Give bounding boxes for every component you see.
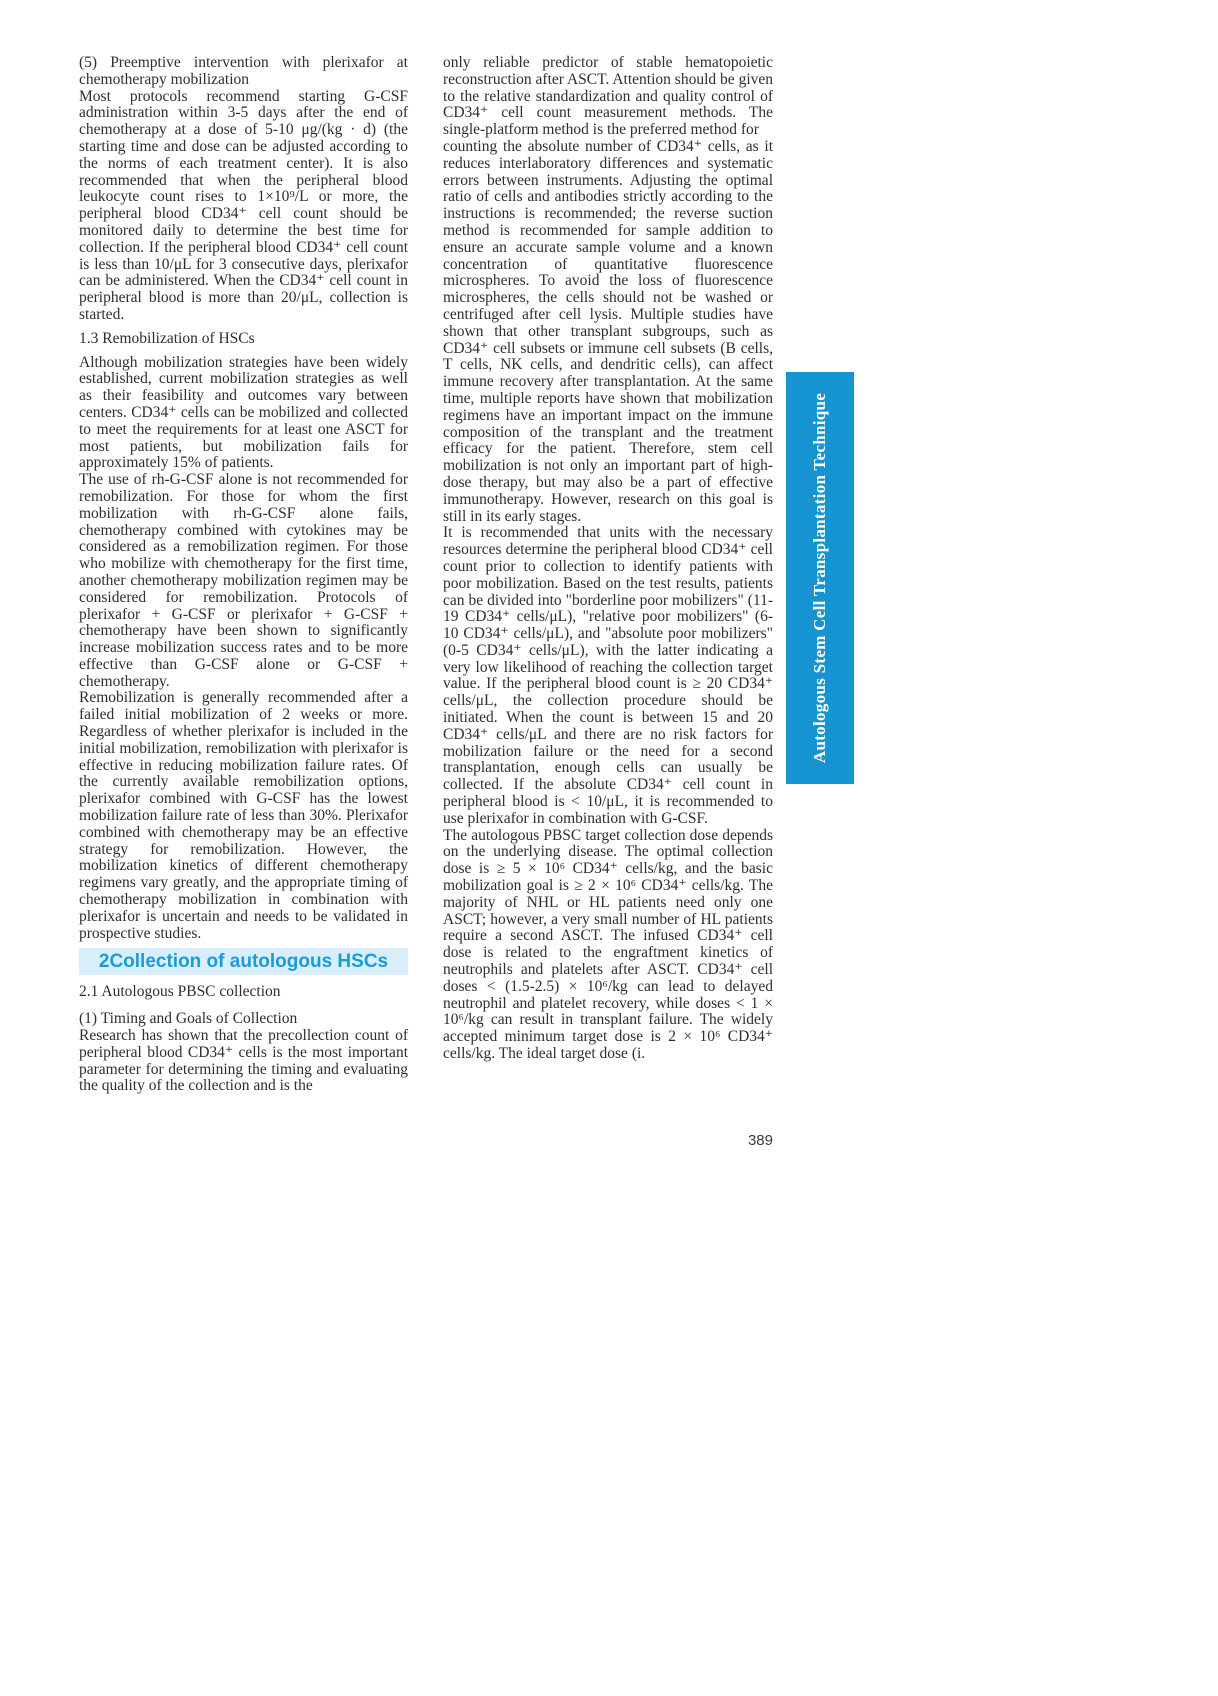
para-only-reliable-predictor: only reliable predictor of stable hematopoietic reconstruction after ASCT. Attention should be given to the relative standardization and quality control of CD34⁺ cell count measurement methods. The single-platform method is the preferred method for (443, 54, 773, 139)
para-timing-and-goals-heading: (1) Timing and Goals of Collection (79, 1010, 298, 1028)
para-counting-absolute-number: counting the absolute number of CD34⁺ cells, as it reduces interlaboratory differences and systematic errors between instruments. Adjusting the optimal ratio of cells and antibodies strictly according to the instructions is recommended; the reverse suction method is recommended for sample addition to ensure an accurate sample volume and a known concentration of quantitative fluorescence microspheres. To avoid the loss of fluorescence microspheres, the cells should not be washed or centrifuged after cell lysis. Multiple studies have shown that other transplant subgroups, such as CD34⁺ cell subsets or immune cell subsets (B cells, T cells, NK cells, and dendritic cells), can affect immune recovery after transplantation. At the same time, multiple reports have shown that mobilization regimens have an important impact on the immune composition of the transplant and the treatment efficacy for the patient. Therefore, stem cell mobilization is not only an important part of high-dose therapy, but may also be a part of effective immunotherapy. However, research on this goal is still in its early stages. (443, 137, 773, 525)
para-mobilization-strategies: Although mobilization strategies have been widely established, current mobilization strategies as well as their feasibility and outcomes vary between centers. CD34⁺ cells can be mobilized and collected to meet the requirements for at least one ASCT for most patients, but mobilization fails for approximately 15% of patients. (79, 353, 408, 472)
para-remobilization-recommended: Remobilization is generally recommended after a failed initial mobilization of 2 weeks or more. Regardless of whether plerixafor is included in the initial mobilization, remobilization with plerixafor is effective in reducing mobilization failure rates. Of the currently available remobilization options, plerixafor combined with G-CSF has the lowest mobilization failure rate of less than 30%. Plerixafor combined with chemotherapy may be an effective strategy for remobilization. However, the mobilization kinetics of different chemotherapy regimens vary greatly, and the appropriate timing of chemotherapy mobilization in combination with plerixafor is uncertain and needs to be validated in prospective studies. (79, 689, 408, 942)
para-autologous-pbsc-target-dose: The autologous PBSC target collection dose depends on the underlying disease. The optimal collection dose is ≥ 5 × 10⁶ CD34⁺ cells/kg, and the basic mobilization goal is ≥ 2 × 10⁶ CD34⁺ cells/kg. The majority of NHL or HL patients need only one ASCT; however, a very small number of HL patients require a second ASCT. The infused CD34⁺ cell dose is related to the engraftment kinetics of neutrophils and platelets after ASCT. CD34⁺ cell doses < (1.5-2.5) × 10⁶/kg can lead to delayed neutrophil and platelet recovery, while doses < 1 × 10⁶/kg can result in transplant failure. The widely accepted minimum target dose is 2 × 10⁶ CD34⁺ cells/kg. The ideal target dose (i. (443, 826, 773, 1063)
subheading-autologous-pbsc-collection: 2.1 Autologous PBSC collection (79, 983, 281, 1001)
para-preemptive-intervention: (5) Preemptive intervention with plerixafor at chemotherapy mobilization (79, 54, 408, 88)
page-number: 389 (747, 1132, 773, 1149)
para-research-precollection-count: Research has shown that the precollection count of peripheral blood CD34⁺ cells is the most important parameter for determining the timing and evaluating the quality of the collection and is the (79, 1027, 408, 1095)
chapter-side-tab (786, 372, 854, 784)
para-units-with-necessary-resources: It is recommended that units with the necessary resources determine the peripheral blood CD34⁺ cell count prior to collection to identify patients with poor mobilization. Based on the test results, patients can be divided into "borderline poor mobilizers" (11-19 CD34⁺ cells/μL), "relative poor mobilizers" (6-10 CD34⁺ cells/μL), and "absolute poor mobilizers" (0-5 CD34⁺ cells/μL), with the latter indicating a very low likelihood of reaching the collection target value. If the peripheral blood count is ≥ 20 CD34⁺ cells/μL, the collection procedure should be initiated. When the count is between 15 and 20 CD34⁺ cells/μL and there are no risk factors for mobilization failure or the need for a second transplantation, enough cells can usually be collected. If the absolute CD34⁺ cell count in peripheral blood is < 10/μL, it is recommended to use plerixafor in combination with G-CSF. (443, 524, 773, 827)
para-gcsf-protocols: Most protocols recommend starting G-CSF administration within 3-5 days after the end of chemotherapy at a dose of 5-10 μg/(kg · d) (the starting time and dose can be adjusted according to the norms of each treatment center). It is also recommended that when the peripheral blood leukocyte count rises to 1×10⁹/L or more, the peripheral blood CD34⁺ cell count should be monitored daily to determine the best time for collection. If the peripheral blood CD34⁺ cell count is less than 10/μL for 3 consecutive days, plerixafor can be administered. When the CD34⁺ cell count in peripheral blood is more than 20/μL, collection is started. (79, 87, 408, 323)
para-rh-gcsf-alone: The use of rh-G-CSF alone is not recommended for remobilization. For those for whom the first mobilization with rh-G-CSF alone fails, chemotherapy combined with cytokines may be considered as a remobilization regimen. For those who mobilize with chemotherapy for the first time, another chemotherapy mobilization regimen may be considered for remobilization. Protocols of plerixafor + G-CSF or plerixafor + G-CSF + chemotherapy have been shown to significantly increase mobilization success rates and to be more effective than G-CSF alone or G-CSF + chemotherapy. (79, 471, 408, 690)
left-text-column (79, 55, 408, 1095)
section-heading-band (79, 948, 408, 975)
subheading-remobilization-of-hscs: 1.3 Remobilization of HSCs (79, 329, 255, 347)
section-heading-collection-of-autologous-hscs: 2Collection of autologous HSCs (98, 951, 389, 973)
right-text-column (443, 55, 773, 1063)
chapter-side-tab-label: Autologous Stem Cell Transplantation Technique (810, 392, 829, 764)
